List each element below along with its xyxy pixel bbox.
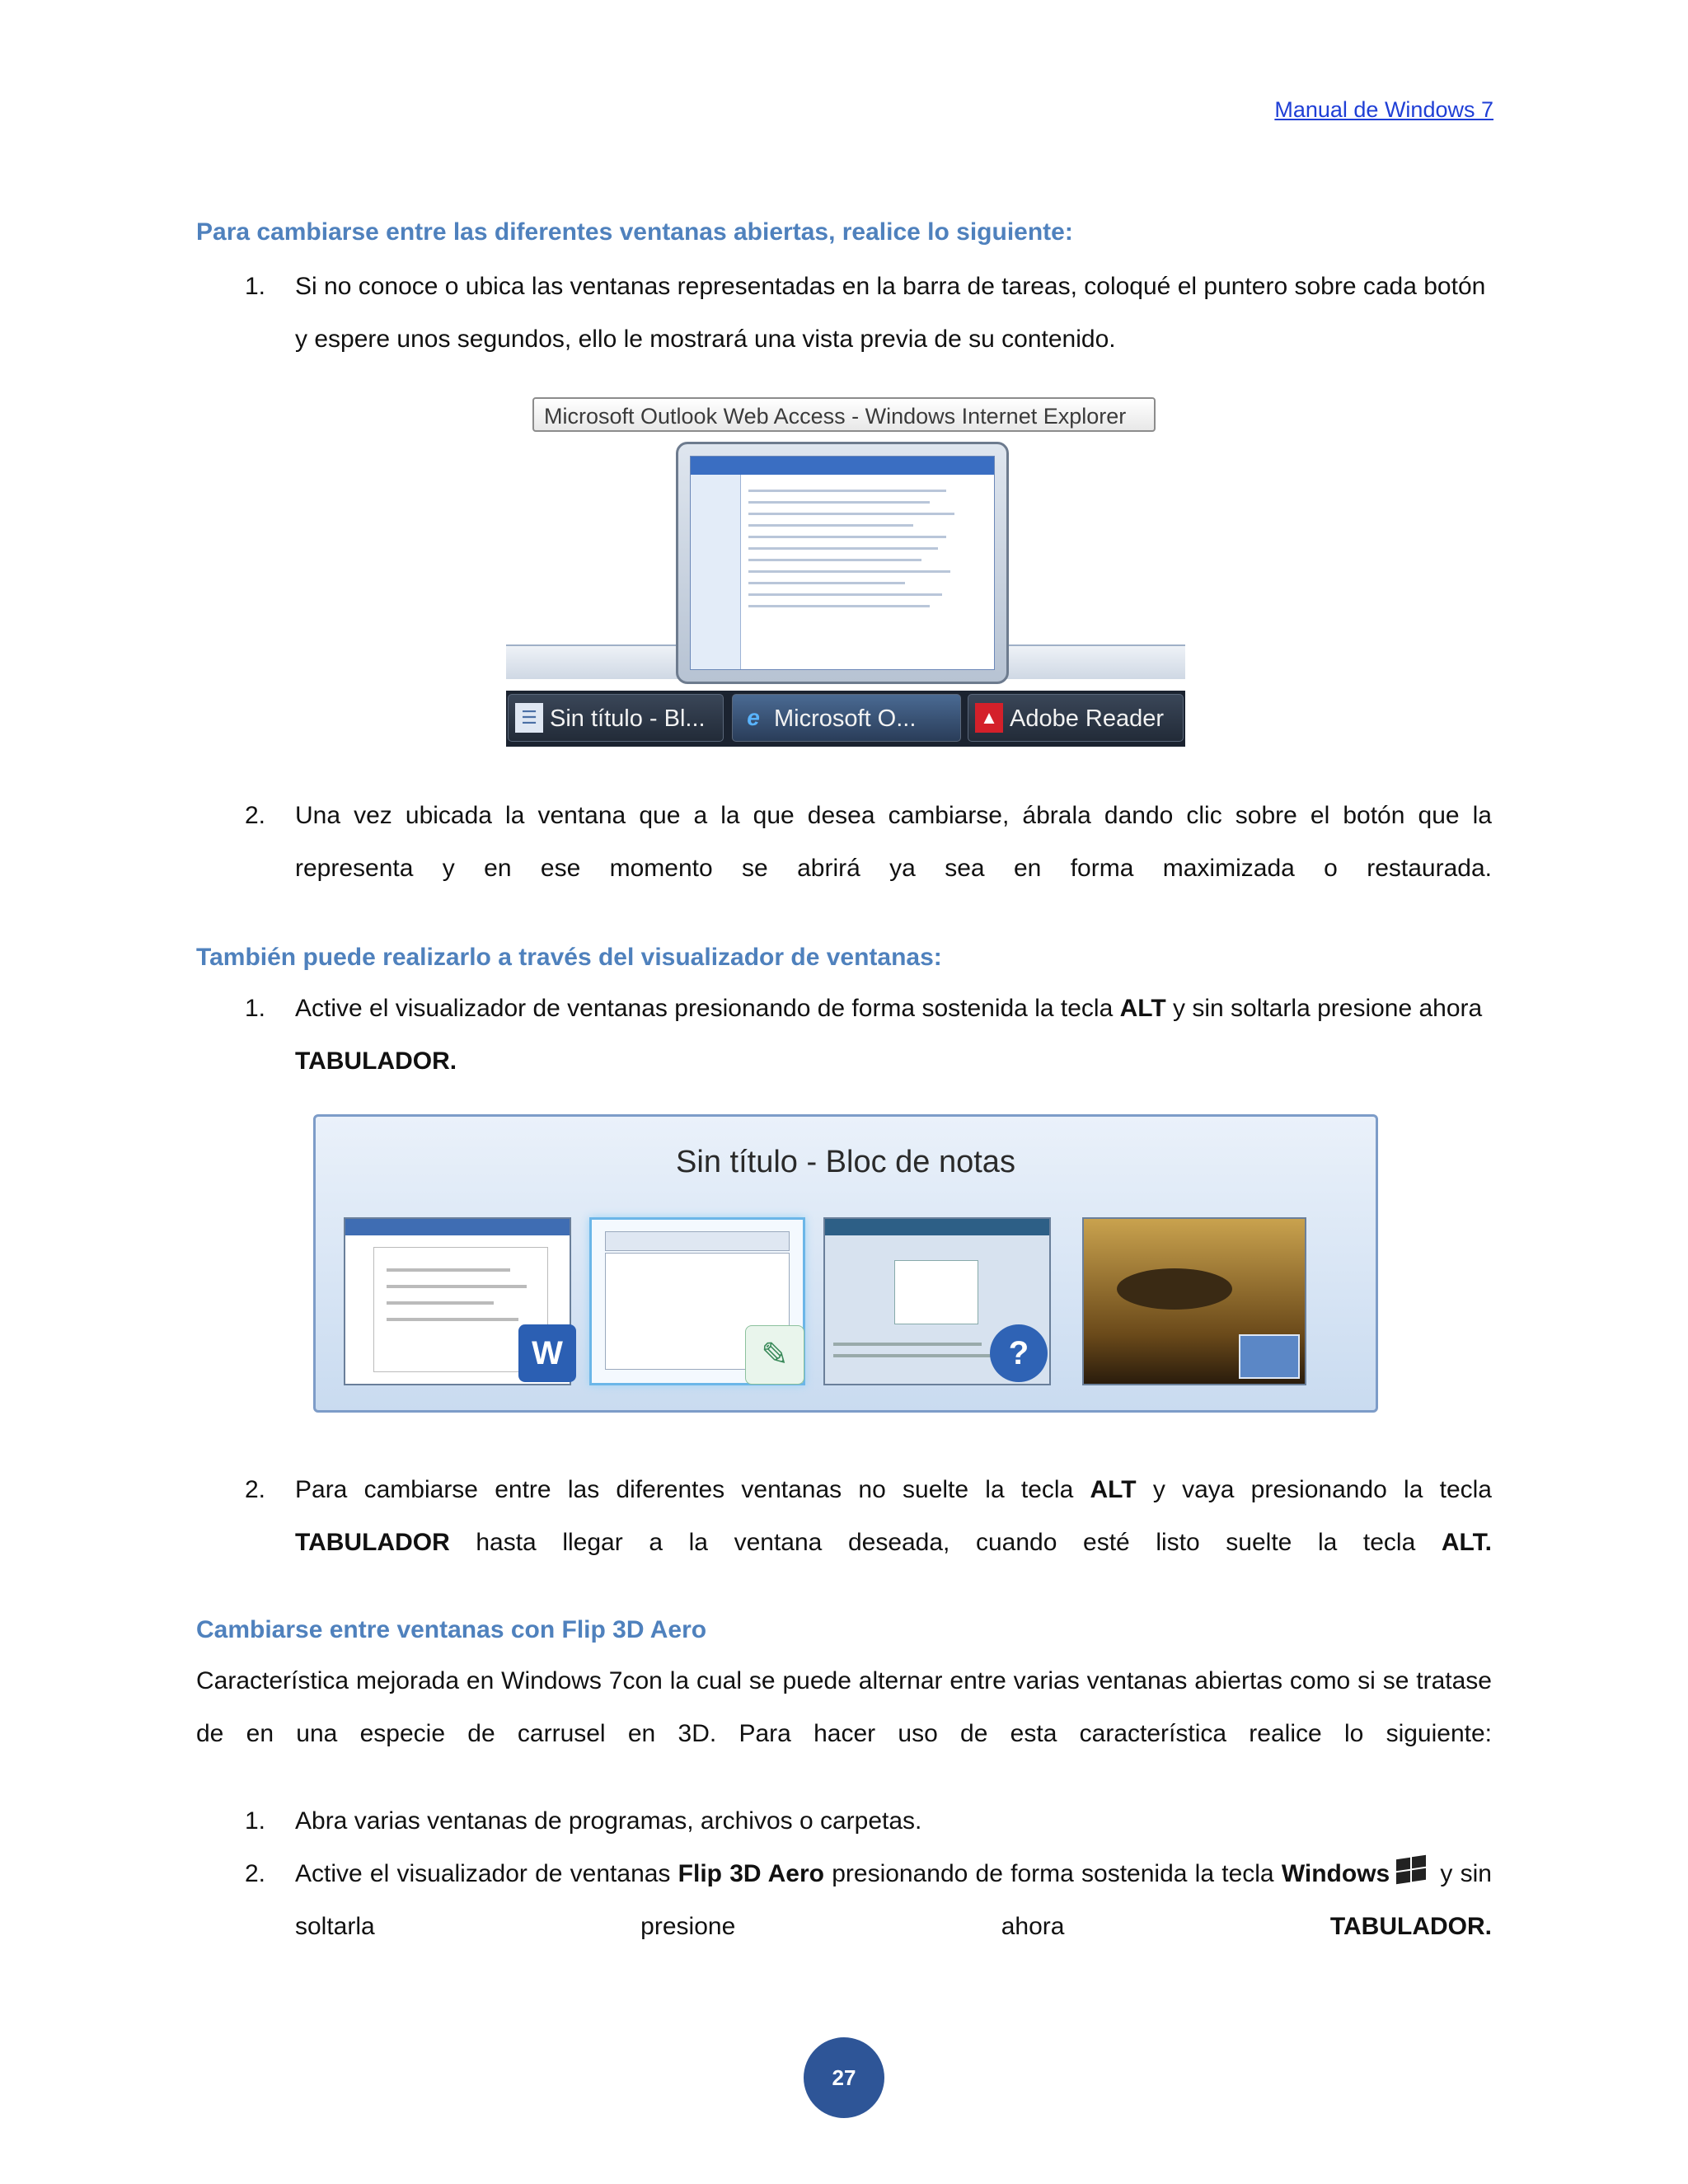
window-preview-thumbnail bbox=[676, 442, 1009, 684]
list-number: 2. bbox=[245, 802, 266, 829]
help-icon: ? bbox=[990, 1324, 1048, 1382]
list-text: Active el visualizador de ventanas Flip 3D Aero presionando de forma sostenida la tecla Windows y sin soltarla presione ahora TABULADOR. bbox=[295, 1848, 1492, 1953]
taskbar-button-internet-explorer[interactable] bbox=[732, 694, 961, 742]
taskbar-button-label: Microsoft O... bbox=[774, 705, 917, 732]
key-tab: TABULADOR. bbox=[295, 1047, 457, 1075]
thumbnail-help[interactable] bbox=[823, 1217, 1051, 1385]
preview-tooltip: Microsoft Outlook Web Access - Windows Internet Explorer bbox=[532, 397, 1156, 432]
list-number: 1. bbox=[245, 273, 266, 300]
thumbnail-notepad[interactable] bbox=[589, 1217, 805, 1385]
key-tab: TABULADOR bbox=[295, 1529, 450, 1556]
key-windows: Windows bbox=[1281, 1860, 1390, 1887]
header-manual-link[interactable]: Manual de Windows 7 bbox=[1274, 97, 1493, 122]
thumbnail-desktop[interactable] bbox=[1082, 1217, 1306, 1385]
key-alt: ALT bbox=[1090, 1476, 1137, 1503]
notepad-icon: ✎ bbox=[745, 1325, 804, 1385]
windows-logo-icon bbox=[1395, 1855, 1428, 1885]
adobe-reader-icon: ▲ bbox=[975, 703, 1003, 733]
section-title-flip-3d: Cambiarse entre ventanas con Flip 3D Aero bbox=[196, 1616, 707, 1643]
flip-3d-label: Flip 3D Aero bbox=[678, 1860, 824, 1887]
taskbar bbox=[506, 691, 1185, 747]
flip-3d-description: Característica mejorada en Windows 7con la cual se puede alternar entre varias ventanas abiertas como si se tratase de en una especie de carrusel en 3D. Para hacer uso de esta característica realice lo siguiente: bbox=[196, 1667, 1492, 1747]
taskbar-button-label: Sin título - Bl... bbox=[550, 705, 706, 732]
taskbar-preview-screenshot bbox=[506, 397, 1185, 747]
list-text: Para cambiarse entre las diferentes ventanas no suelte la tecla ALT y vaya presionando la tecla TABULADOR hasta llegar a la ventana deseada, cuando esté listo suelte la tecla ALT. bbox=[295, 1476, 1492, 1556]
taskbar-button-label: Adobe Reader bbox=[1010, 705, 1165, 732]
list-item bbox=[245, 1464, 1492, 1569]
list-text: Una vez ubicada la ventana que a la que desea cambiarse, ábrala dando clic sobre el botón que la representa y en ese momento se abrirá ya sea en forma maximizada o restaurada. bbox=[295, 802, 1492, 882]
list-item bbox=[245, 1795, 1492, 1848]
desktop-preview-icon bbox=[1239, 1334, 1300, 1379]
section-title-window-viewer: También puede realizarlo a través del visualizador de ventanas: bbox=[196, 944, 942, 971]
internet-explorer-icon: e bbox=[747, 705, 760, 730]
list-item bbox=[245, 1848, 1492, 1953]
alt-tab-screenshot bbox=[313, 1114, 1378, 1413]
taskbar-button-notepad[interactable] bbox=[508, 694, 724, 742]
list-item bbox=[245, 260, 1492, 366]
alt-tab-window-title: Sin título - Bloc de notas bbox=[676, 1145, 1015, 1179]
list-item bbox=[245, 982, 1492, 1088]
key-alt: ALT bbox=[1119, 995, 1166, 1022]
thumbnail-word-document[interactable] bbox=[344, 1217, 571, 1385]
list-number: 1. bbox=[245, 995, 266, 1022]
list-text: Si no conoce o ubica las ventanas representadas en la barra de tareas, coloqué el puntero sobre cada botón y espere unos segundos, ello le mostrará una vista previa de su contenido. bbox=[295, 273, 1486, 353]
word-icon: W bbox=[518, 1324, 576, 1382]
taskbar-button-adobe-reader[interactable] bbox=[968, 694, 1184, 742]
list-number: 1. bbox=[245, 1807, 266, 1835]
list-item bbox=[245, 790, 1492, 895]
page-number-badge: 27 bbox=[804, 2037, 884, 2118]
notepad-icon: ☰ bbox=[515, 703, 543, 733]
key-alt: ALT. bbox=[1441, 1529, 1492, 1556]
list-number: 2. bbox=[245, 1476, 266, 1503]
section-title-switch-windows: Para cambiarse entre las diferentes ventanas abiertas, realice lo siguiente: bbox=[196, 218, 1073, 246]
list-text: Active el visualizador de ventanas presionando de forma sostenida la tecla ALT y sin soltarla presione ahora TABULADOR. bbox=[295, 995, 1483, 1075]
list-text: Abra varias ventanas de programas, archivos o carpetas. bbox=[295, 1807, 922, 1835]
list-number: 2. bbox=[245, 1860, 266, 1887]
key-tab: TABULADOR. bbox=[1329, 1913, 1492, 1940]
